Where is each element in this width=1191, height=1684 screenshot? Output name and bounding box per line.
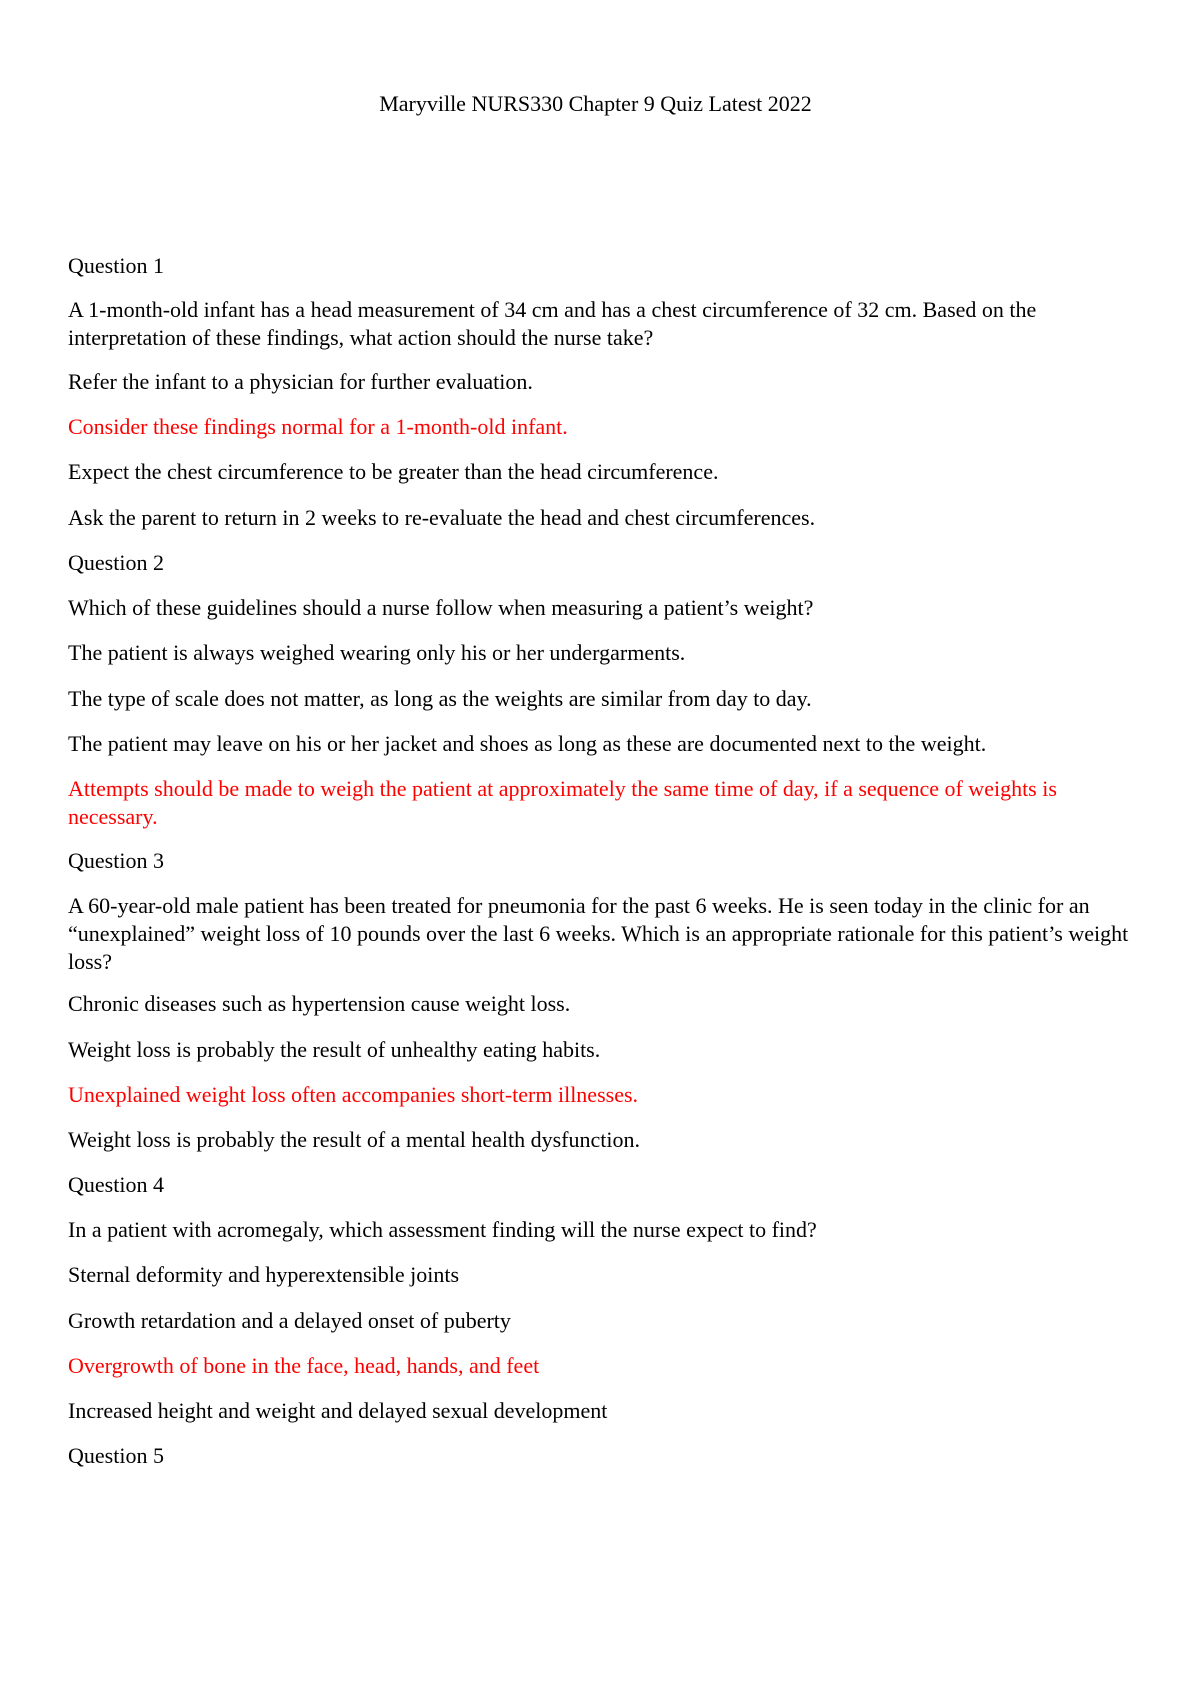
answer-option: Sternal deformity and hyperextensible joints [68, 1262, 460, 1287]
question-label: Question 4 [68, 1172, 164, 1197]
question-stem: A 60-year-old male patient has been treated for pneumonia for the past 6 weeks. He is seen today in the clinic for an “unexplained” weight loss of 10 pounds over the last 6 weeks. Which is an appropriate rationale for this patient’s weight loss? [68, 893, 1129, 974]
correct-answer-option: Unexplained weight loss often accompanies short-term illnesses. [68, 1082, 639, 1107]
correct-answer-option: Overgrowth of bone in the face, head, hands, and feet [68, 1353, 540, 1378]
answer-option: Refer the infant to a physician for further evaluation. [68, 369, 533, 394]
answer-option: Weight loss is probably the result of unhealthy eating habits. [68, 1037, 601, 1062]
question-label: Question 5 [68, 1443, 164, 1468]
question-label: Question 2 [68, 550, 164, 575]
question-stem: Which of these guidelines should a nurse follow when measuring a patient’s weight? [68, 595, 814, 620]
answer-option: The patient is always weighed wearing only his or her undergarments. [68, 640, 686, 665]
answer-option: Weight loss is probably the result of a mental health dysfunction. [68, 1127, 640, 1152]
answer-option: Ask the parent to return in 2 weeks to re-evaluate the head and chest circumferences. [68, 505, 816, 530]
answer-option: Growth retardation and a delayed onset of puberty [68, 1308, 511, 1333]
question-stem: In a patient with acromegaly, which assessment finding will the nurse expect to find? [68, 1217, 817, 1242]
page-title: Maryville NURS330 Chapter 9 Quiz Latest 2022 [379, 91, 812, 116]
correct-answer-option: Attempts should be made to weigh the patient at approximately the same time of day, if a sequence of weights is necessary. [68, 776, 1057, 829]
answer-option: Increased height and weight and delayed sexual development [68, 1398, 608, 1423]
question-label: Question 3 [68, 848, 164, 873]
question-label: Question 1 [68, 253, 164, 278]
answer-option: Expect the chest circumference to be greater than the head circumference. [68, 459, 719, 484]
answer-option: Chronic diseases such as hypertension cause weight loss. [68, 991, 571, 1016]
answer-option: The patient may leave on his or her jacket and shoes as long as these are documented next to the weight. [68, 731, 987, 756]
correct-answer-option: Consider these findings normal for a 1-month-old infant. [68, 414, 568, 439]
question-stem: A 1-month-old infant has a head measurement of 34 cm and has a chest circumference of 32 cm. Based on the interpretation of these findings, what action should the nurse take? [68, 297, 1037, 350]
answer-option: The type of scale does not matter, as long as the weights are similar from day to day. [68, 686, 812, 711]
